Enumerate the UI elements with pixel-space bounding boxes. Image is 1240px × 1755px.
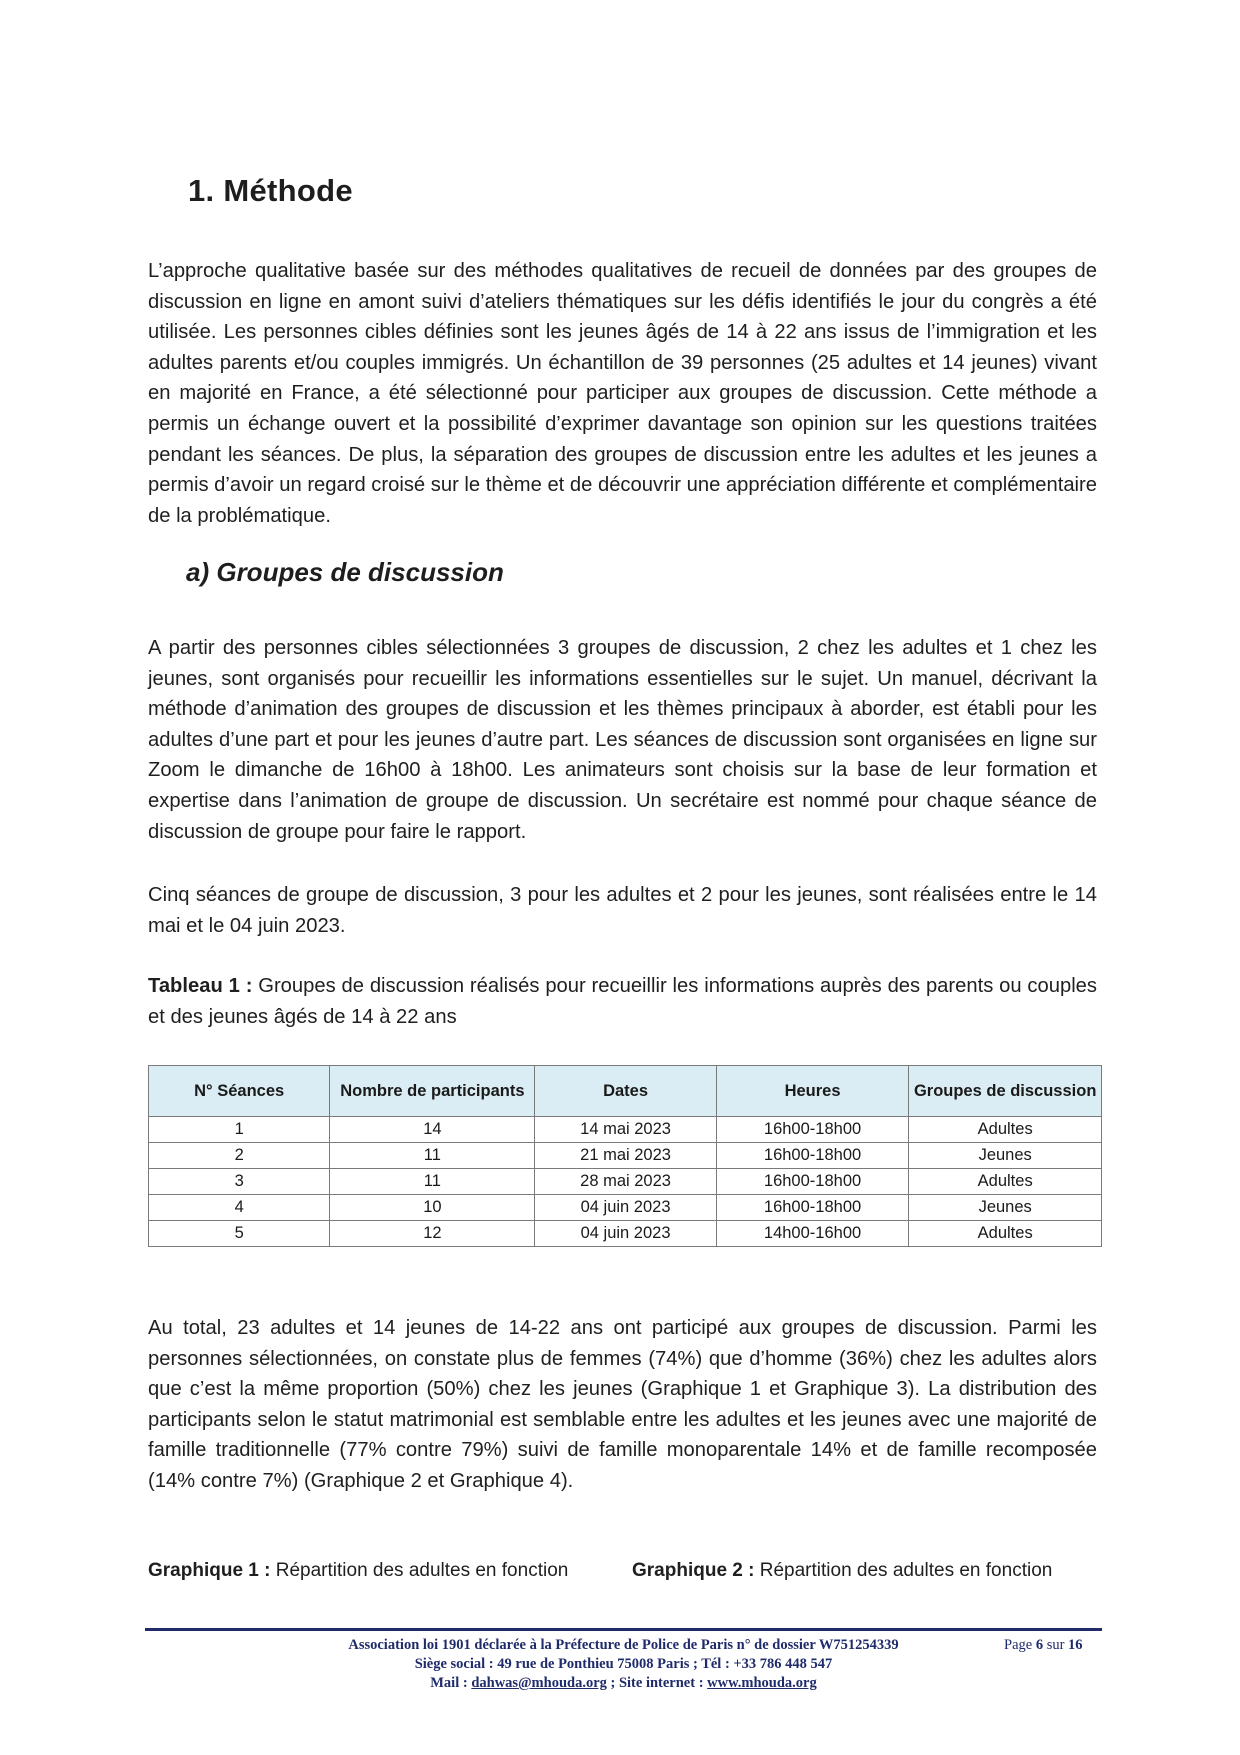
- sessions-paragraph: Cinq séances de groupe de discussion, 3 pour les adultes et 2 pour les jeunes, sont réalisées entre le 14 mai et le 04 juin 2023.: [148, 884, 1097, 937]
- table-row: [149, 1143, 1102, 1169]
- summary-paragraph: Au total, 23 adultes et 14 jeunes de 14-22 ans ont participé aux groupes de discussion. Parmi les personnes sélectionnées, on constate plus de femmes (74%) que d’homme (36%) chez les adultes alors que c’est la même proportion (50%) chez les jeunes (Graphique 1 et Graphique 3). La distribution des participants selon le statut matrimonial est semblable entre les adultes et les jeunes avec une majorité de famille traditionnelle (77% contre 79%) suivi de famille monoparentale 14% et de famille recomposée (14% contre 7%) (Graphique 2 et Graphique 4).: [148, 1317, 1097, 1492]
- table-row: [149, 1195, 1102, 1221]
- groups-paragraph: A partir des personnes cibles sélectionnées 3 groupes de discussion, 2 chez les adultes et 1 chez les jeunes, sont organisés pour recueillir les informations essentielles sur le sujet. Un manuel, décrivant la méthode d’animation des groupes de discussion et les thèmes principaux à aborder, est établi pour les adultes d’une part et pour les jeunes d’autre part. Les séances de discussion sont organisées en ligne sur Zoom le dimanche de 16h00 à 18h00. Les animateurs sont choisis sur la base de leur formation et expertise dans l’animation de groupe de discussion. Un secrétaire est nommé pour chaque séance de discussion de groupe pour faire le rapport.: [148, 637, 1097, 843]
- graphique-1-caption: [148, 1560, 568, 1582]
- table-header-row: [149, 1066, 1102, 1117]
- table-cell: Adultes: [909, 1117, 1102, 1143]
- page-prefix: Page: [1004, 1637, 1036, 1653]
- table-cell: 4: [149, 1195, 330, 1221]
- table-cell: 12: [330, 1221, 535, 1247]
- table-cell: Adultes: [909, 1169, 1102, 1195]
- table-cell: 16h00-18h00: [716, 1117, 909, 1143]
- table-cell: 16h00-18h00: [716, 1143, 909, 1169]
- page-total: 16: [1068, 1637, 1083, 1653]
- table-cell: 14 mai 2023: [535, 1117, 716, 1143]
- table-cell: 14h00-16h00: [716, 1221, 909, 1247]
- table-cell: 16h00-18h00: [716, 1169, 909, 1195]
- table-cell: 14: [330, 1117, 535, 1143]
- table-cell: 3: [149, 1169, 330, 1195]
- graphique-2-caption: [632, 1560, 1052, 1582]
- footer-mail-label: Mail :: [430, 1675, 472, 1691]
- table-cell: 10: [330, 1195, 535, 1221]
- graphique-1-text: Répartition des adultes en fonction: [270, 1560, 569, 1581]
- table-row: [149, 1169, 1102, 1195]
- table-cell: Jeunes: [909, 1195, 1102, 1221]
- page-mid: sur: [1043, 1637, 1069, 1653]
- table-cell: 21 mai 2023: [535, 1143, 716, 1169]
- table-header-cell: Nombre de participants: [330, 1066, 535, 1117]
- table-header-cell: Groupes de discussion: [909, 1066, 1102, 1117]
- table-row: [149, 1117, 1102, 1143]
- page-current: 6: [1035, 1637, 1044, 1653]
- table-header-cell: Dates: [535, 1066, 716, 1117]
- table-caption-text: Groupes de discussion réalisés pour recueillir les informations auprès des parents ou couples et des jeunes âgés de 14 à 22 ans: [148, 975, 1098, 1028]
- table-caption: [148, 971, 1097, 1032]
- table-row: [149, 1221, 1102, 1247]
- footer-divider: [145, 1628, 1102, 1631]
- table-cell: 04 juin 2023: [535, 1195, 716, 1221]
- table-cell: Jeunes: [909, 1143, 1102, 1169]
- table-cell: 16h00-18h00: [716, 1195, 909, 1221]
- method-paragraph: L’approche qualitative basée sur des méthodes qualitatives de recueil de données par des groupes de discussion en ligne en amont suivi d’ateliers thématiques sur les défis identifiés le jour du congrès a été utilisée. Les personnes cibles définies sont les jeunes âgés de 14 à 22 ans issus de l’immigration et les adultes parents et/ou couples immigrés. Un échantillon de 39 personnes (25 adultes et 14 jeunes) vivant en majorité en France, a été sélectionné pour participer aux groupes de discussion. Cette méthode a permis un échange ouvert et la possibilité d’exprimer davantage son opinion sur les questions traitées pendant les séances. De plus, la séparation des groupes de discussion entre les adultes et les jeunes a permis d’avoir un regard croisé sur le thème et de découvrir une appréciation différente et complémentaire de la problématique.: [148, 260, 1097, 527]
- table-cell: 1: [149, 1117, 330, 1143]
- subsection-title: a) Groupes de discussion: [186, 557, 504, 587]
- footer-contact-line: [145, 1674, 1102, 1692]
- table-cell: Adultes: [909, 1221, 1102, 1247]
- footer-site-label: ; Site internet :: [606, 1675, 708, 1691]
- sessions-table: [148, 1065, 1102, 1247]
- table-cell: 28 mai 2023: [535, 1169, 716, 1195]
- table-caption-label: Tableau 1 :: [148, 975, 253, 997]
- graphique-2-label: Graphique 2 :: [632, 1560, 755, 1581]
- table-cell: 04 juin 2023: [535, 1221, 716, 1247]
- page-number: [1004, 1636, 1083, 1654]
- footer-address-line: Siège social : 49 rue de Ponthieu 75008 Paris ; Tél : +33 786 448 547: [414, 1656, 833, 1672]
- table-header-cell: N° Séances: [149, 1066, 330, 1117]
- table-cell: 11: [330, 1169, 535, 1195]
- graphique-2-text: Répartition des adultes en fonction: [754, 1560, 1053, 1581]
- table-cell: 11: [330, 1143, 535, 1169]
- table-cell: 2: [149, 1143, 330, 1169]
- table-cell: 5: [149, 1221, 330, 1247]
- footer-site-link[interactable]: www.mhouda.org: [707, 1675, 817, 1691]
- section-title: 1. Méthode: [188, 173, 353, 208]
- graphique-1-label: Graphique 1 :: [148, 1560, 271, 1581]
- footer-mail-link[interactable]: dahwas@mhouda.org: [471, 1675, 607, 1691]
- footer-association-line: [145, 1636, 1102, 1654]
- footer-association-text: Association loi 1901 déclarée à la Préfecture de Police de Paris n° de dossier W751254339: [348, 1637, 899, 1653]
- table-header-cell: Heures: [716, 1066, 909, 1117]
